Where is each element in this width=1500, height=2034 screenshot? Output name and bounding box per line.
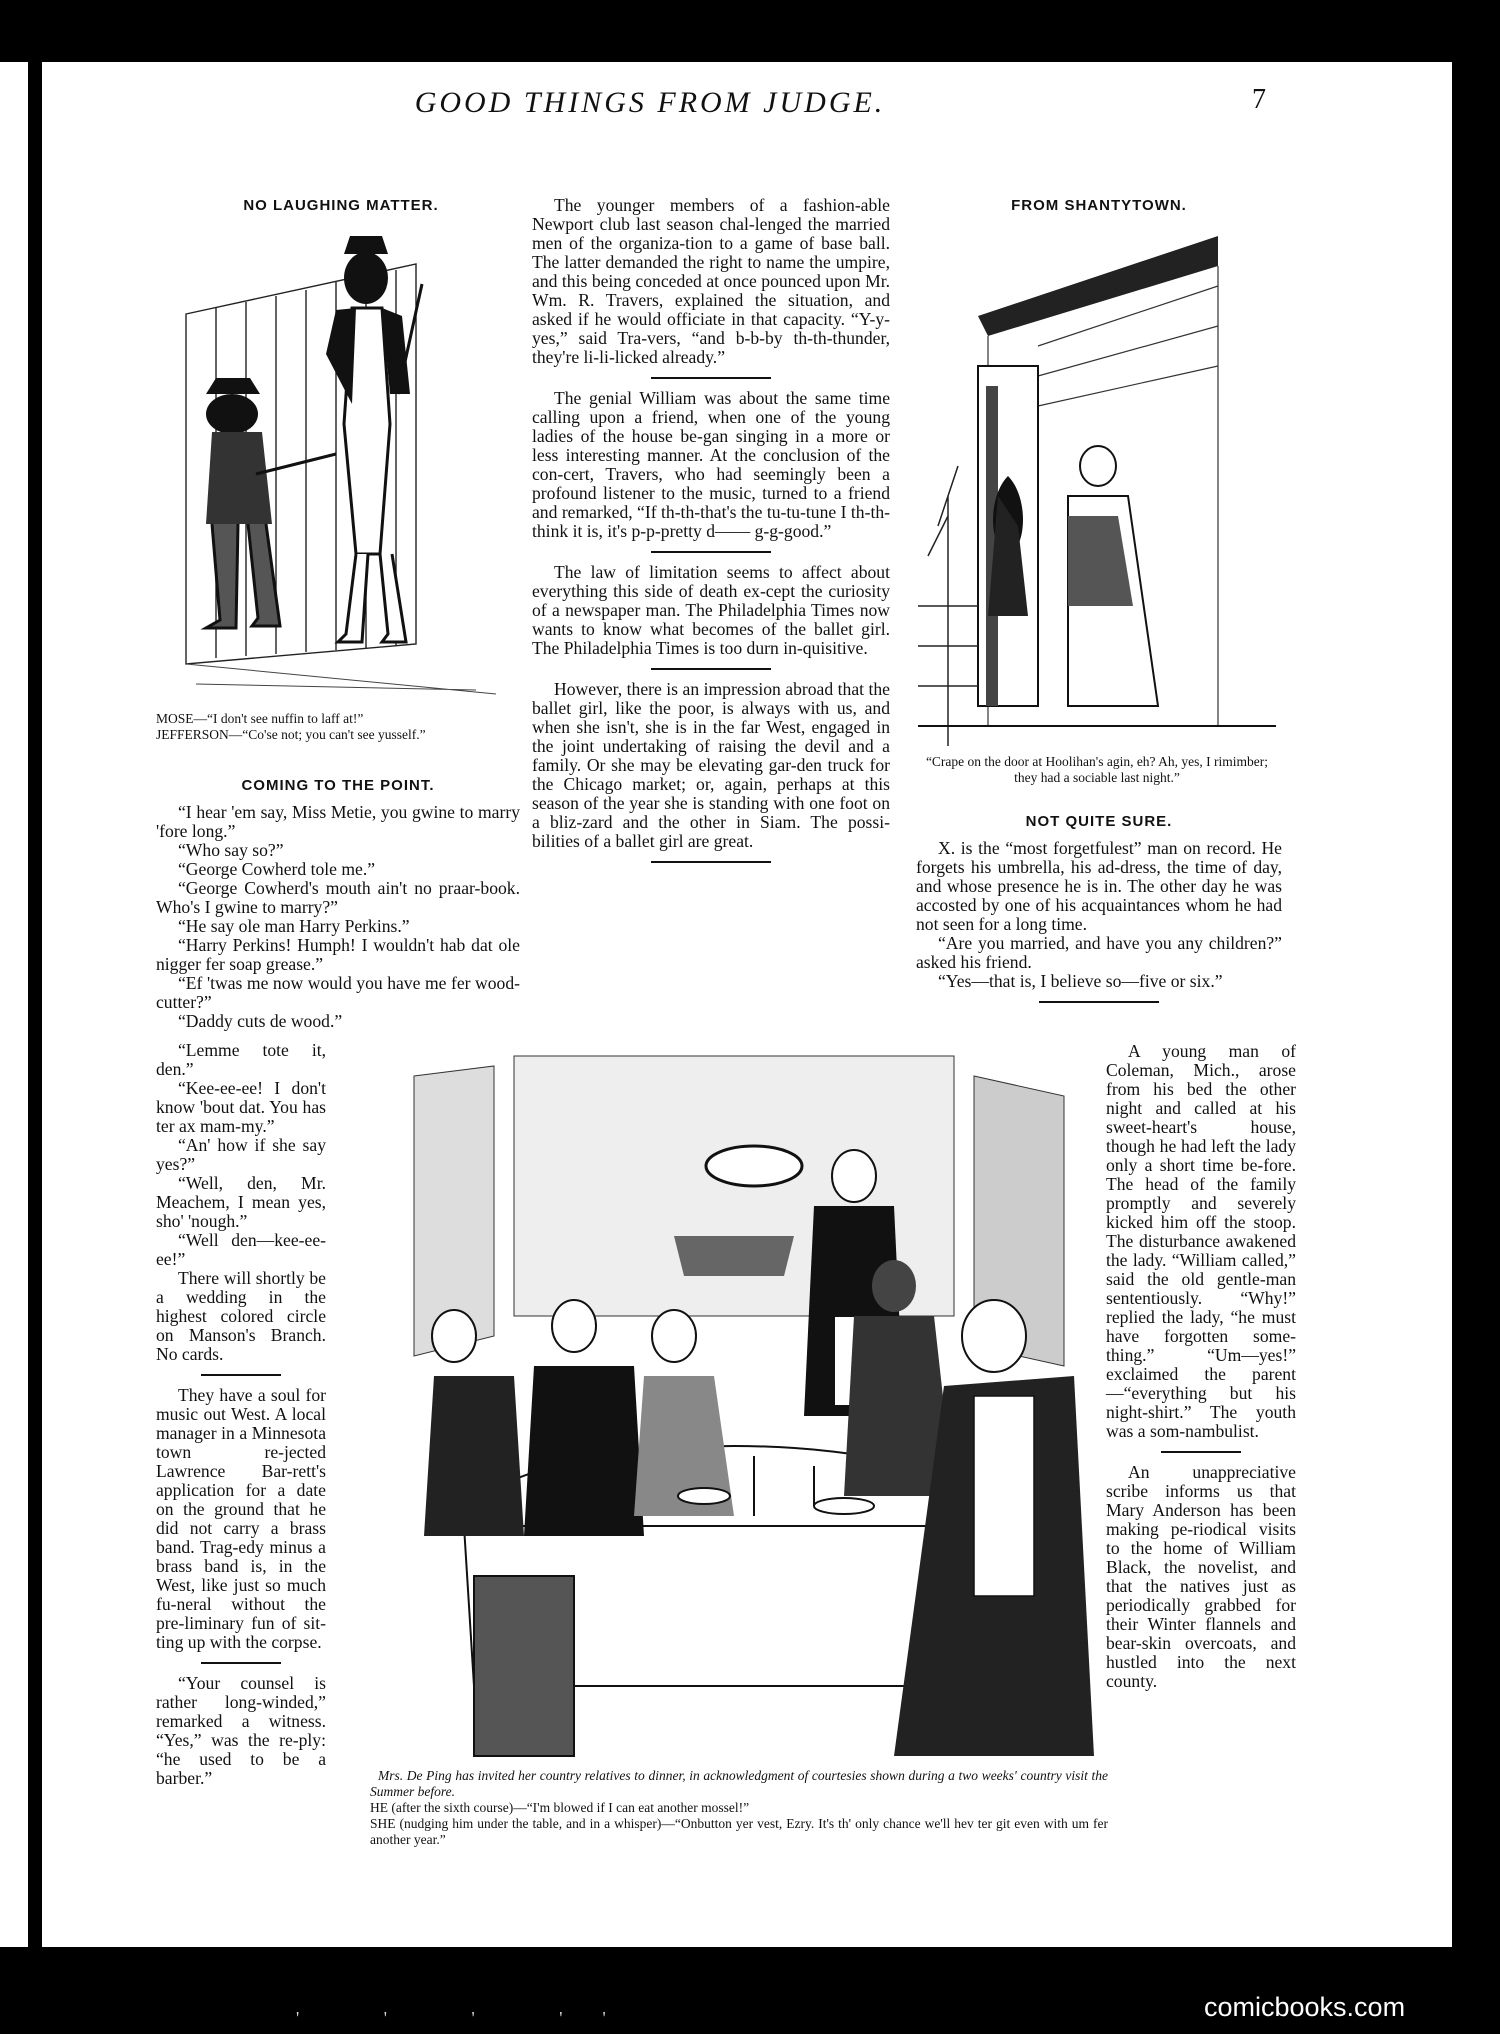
coming-line: “Who say so?” <box>178 840 284 860</box>
divider <box>651 551 771 553</box>
not-quite-sure-title: NOT QUITE SURE. <box>1025 813 1173 830</box>
dinner-caption-she: SHE (nudging him under the table, and in a whisper)—“Onbutton yer vest, Ezry. It's th' only chance we'll hev ter git even with um fer another year.” <box>370 1816 1108 1847</box>
ballet-paragraph: However, there is an impression abroad that the ballet girl, like the poor, is always with us, and when she isn't, she is in the far West, engaged in the joint undertaking of raising the devil and a family. Or she may be elevating gar-den truck for the Chicago market; or, again, perhaps at this season of the year she is standing with one foot on a bliz-zard and the other in Siam. The possi-bilities of a ballet girl are great. <box>532 679 890 851</box>
sure-line: X. is the “most forgetfulest” man on record. He forgets his umbrella, his ad-dress, the time of day, and whose presence he is in. The other day he was accosted by one of his acquaintances whom he had not seen for a long time. <box>916 838 1282 934</box>
mose-caption: MOSE—“I don't see nuffin to laff at!” <box>156 711 364 726</box>
dinner-caption-he: HE (after the sixth course)—“I'm blowed if I can eat another mossel!” <box>370 1800 750 1815</box>
soul-paragraph: They have a soul for music out West. A local manager in a Minnesota town re-jected Lawrence Bar-rett's application for a date on the ground that he did not carry a brass band. Trag-edy minus a brass band is, in the West, like just so much fu-neral without the pre-liminary fun of sit-ting up with the corpse. <box>156 1385 326 1652</box>
scan-speckles: ' ' ' '' <box>296 2008 646 2028</box>
dinner-caption-intro: Mrs. De Ping has invited her country relatives to dinner, in acknowledgment of courtesies shown during a two weeks' country visit the Summer before. <box>370 1768 1108 1799</box>
newport-paragraph: The younger members of a fashion-able Newport club last season chal-lenged the married men of the organiza-tion to a game of base ball. The latter demanded the right to name the umpire, and this being conceded at once pounced upon Mr. Wm. R. Travers, explained the situation, and asked if he would officiate in that capacity. “Y-y-yes,” said Tra-vers, “and b-b-by th-th-thunder, they're li-li-licked already.” <box>532 195 890 367</box>
coming-line: “Well, den, Mr. Meachem, I mean yes, sho' 'nough.” <box>156 1173 326 1231</box>
coming-line: “Ef 'twas me now would you have me fer wood-cutter?” <box>156 973 520 1012</box>
page-number: 7 <box>1252 84 1266 115</box>
shantytown-illustration <box>918 226 1276 748</box>
coming-line: “Harry Perkins! Humph! I wouldn't hab dat ole nigger fer soap grease.” <box>156 935 520 974</box>
coming-to-point-continued <box>156 1041 326 1788</box>
page-header: GOOD THINGS FROM JUDGE. <box>414 86 886 119</box>
left-page-edge <box>0 62 28 1947</box>
divider <box>201 1662 281 1664</box>
dinner-party-illustration <box>374 1036 1094 1762</box>
coming-line: “Kee-ee-ee! I don't know 'bout dat. You has ter ax mam-my.” <box>156 1078 326 1136</box>
coming-line: “Daddy cuts de wood.” <box>178 1011 343 1031</box>
no-laughing-title: NO LAUGHING MATTER. <box>243 197 439 214</box>
laughing-title-block <box>162 196 520 215</box>
counsel-paragraph: “Your counsel is rather long-winded,” remarked a witness. “Yes,” was the re-ply: “he used to be a barber.” <box>156 1673 326 1788</box>
divider <box>651 377 771 379</box>
scribe-paragraph: An unappreciative scribe informs us that Mary Anderson has been making pe-riodical visits to the home of William Black, the novelist, and that the natives just as periodically grabbed for their Winter flannels and bear-skin overcoats, and hustled into the next county. <box>1106 1462 1296 1691</box>
shantytown-caption: “Crape on the door at Hoolihan's agin, eh? Ah, yes, I rimimber; they had a sociable last night.” <box>925 754 1269 785</box>
divider <box>1161 1451 1241 1453</box>
divider <box>201 1374 281 1376</box>
coming-line: “George Cowherd tole me.” <box>178 859 376 879</box>
column-two <box>532 196 890 873</box>
divider <box>651 668 771 670</box>
coming-line: “He say ole man Harry Perkins.” <box>178 916 410 936</box>
column-three-lower <box>1106 1042 1296 1691</box>
dinner-caption-block <box>370 1768 1108 1848</box>
coming-line: “Well den—kee-ee-ee!” <box>156 1230 326 1269</box>
no-laughing-illustration <box>176 224 508 698</box>
coming-line: “Lemme tote it, den.” <box>156 1040 326 1079</box>
coming-title: COMING TO THE POINT. <box>241 777 435 794</box>
limitation-paragraph: The law of limitation seems to affect about everything this side of death ex-cept the curiosity of a newspaper man. The Philadelphia Times now wants to know what becomes of the ballet girl. The Philadelphia Times is too durn in-quisitive. <box>532 562 890 658</box>
shantytown-title: FROM SHANTYTOWN. <box>1011 197 1187 214</box>
coming-to-point-article <box>156 776 520 1031</box>
not-quite-sure-article <box>916 812 1282 1013</box>
sure-line: “Are you married, and have you any children?” asked his friend. <box>916 933 1282 972</box>
coming-line: “George Cowherd's mouth ain't no praar-book. Who's I gwine to marry?” <box>156 878 520 917</box>
divider <box>651 861 771 863</box>
coming-line: “An' how if she say yes?” <box>156 1135 326 1174</box>
jefferson-caption: JEFFERSON—“Co'se not; you can't see yusself.” <box>156 727 426 742</box>
william-paragraph: The genial William was about the same time calling upon a friend, when one of the young ladies of the house be-gan singing in a more or less interesting manner. At the conclusion of the con-cert, Travers, who had seemingly been a profound listener to the music, turned to a friend and remarked, “If th-th-that's the tu-tu-tune I th-th-think it is, it's p-p-pretty d—— g-g-good.” <box>532 388 890 541</box>
watermark: comicbooks.com <box>1204 1992 1406 2022</box>
coming-line: There will shortly be a wedding in the highest colored circle on Manson's Branch. No cards. <box>156 1268 326 1364</box>
laughing-captions <box>156 711 520 743</box>
divider <box>1039 1001 1159 1003</box>
coming-line: “I hear 'em say, Miss Metie, you gwine to marry 'fore long.” <box>156 802 520 841</box>
shantytown-title-block <box>916 196 1282 215</box>
shantytown-caption-block <box>920 754 1274 786</box>
sure-line: “Yes—that is, I believe so—five or six.” <box>938 971 1223 991</box>
young-man-paragraph: A young man of Coleman, Mich., arose from his bed the other night and called at his sweet-heart's house, though he had left the lady only a short time be-fore. The head of the family promptly and severely kicked him off the stoop. The disturbance awakened the lady. “William called,” said the old gentle-man sententiously. “Why!” replied the lady, “he must have forgotten some-thing.” “Um—yes!” exclaimed the parent —“everything but his night-shirt.” The youth was a som-nambulist. <box>1106 1041 1296 1441</box>
